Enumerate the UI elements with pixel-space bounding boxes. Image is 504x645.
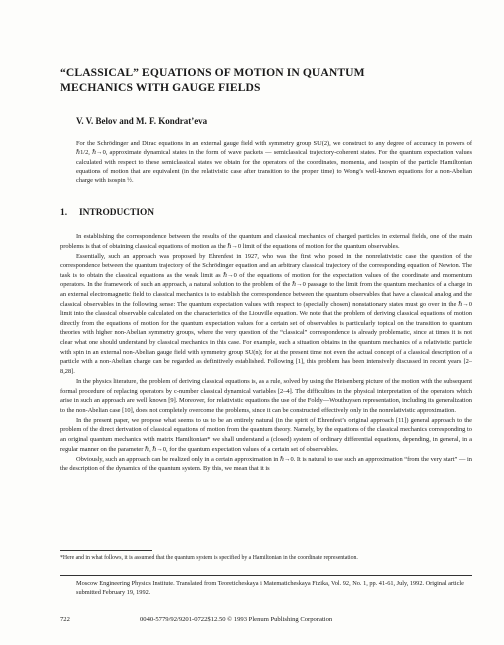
paragraph: Obviously, such an approach can be realized only in a certain approximation in ℏ→0. It is natural to use such an approximation “from the very start” — in the description of the dynamics of the quantum system. By this, we mean that it is [60,455,472,473]
section-number: 1. [60,208,68,218]
authors: V. V. Belov and M. F. Kondrat’eva [76,116,208,126]
copyright-line: 0040-5779/92/9201-0722$12.50 © 1993 Plenum Publishing Corporation [140,616,333,623]
paper-title [60,66,460,95]
paragraph: In the physics literature, the problem of deriving classical equations is, as a rule, solved by using the Heisenberg picture of the motion with the subsequent formal procedure of replacing operators by c-number classical dynamical variables [2–4]. The difficulties in the physical interpretation of the operators which arise in such an approach are well known [9]. Moreover, for relativistic equations the use of the Foldy—Wouthuysen representation, including its generalization to the non-Abelian case [10], does not completely overcome the problems, since it can be constructed effectively only in the nonrelativistic approximation. [60,377,472,414]
paragraph: In the present paper, we propose what seems to us to be an entirely natural (in the spirit of Ehrenfest’s original approach [11]) general approach to the problem of the direct derivation of classical equations of motion from the quantum theory. Namely, by the equations of the classical mechanics corresponding to an original quantum mechanics with matrix Hamiltonian* we shall understand a (closed) system of ordinary differential equations, depending, in general, in a regular manner on the parameter ℏ, ℏ→0, for the quantum expectation values of a certain set of observables. [60,416,472,453]
footnote-rule [60,550,152,551]
footnote: *Here and in what follows, it is assumed that the quantum system is specified by a Hamiltonian in the coordinate representation. [60,555,358,561]
section-heading [60,208,154,218]
paragraph: Essentially, such an approach was proposed by Ehrenfest in 1927, who was the first who posed in the nonrelativistic case the question of the correspondence between the quantum trajectory of the Schrödinger equation and an arbitrary classical trajectory of the corresponding equation of Newton. The task is to obtain the classical equations as the weak limit as ℏ→0 of the equations of motion for the expectation values of the coordinate and momentum operators. In the framework of such an approach, a natural solution to the problem of the ℏ→0 passage to the limit from the quantum mechanics of a charge in an external electromagnetic field to classical mechanics is to establish the correspondence between the quantum observables that have a classical analog and the classical observables in the following sense: The quantum expectation values with respect to (specially chosen) nonstationary states must go over in the ℏ→0 limit into the classical observable calculated on the characteristics of the Liouville equation. We note that the problem of deriving classical equations of motion directly from the equations of motion for the quantum expectation values for a certain set of observables is particularly topical on the transition to quantum theories with higher non-Abelian symmetry groups, where the very question of the “classical” correspondence is already problematic, since at times it is not clear what one should understand by classical mechanics in this case. For example, such a situation obtains in the quantum mechanics of a relativistic particle with spin in an external non-Abelian gauge field with symmetry group SU(n); for at the present time not even the actual concept of a classical description of a particle with a non-Abelian charge can be regarded as definitively established. Following [1], this problem has been intensively discussed in recent years [2–8,28]. [60,252,472,375]
abstract: For the Schrödinger and Dirac equations in an external gauge field with symmetry group SU(2), we construct to any degree of accuracy in powers of ℏ1/2, ℏ→0, approximate dynamical states in the form of wave packets — semiclassical trajectory-coherent states. For the quantum expectation values calculated with respect to these semiclassical states we obtain for the operators of the coordinates, momenta, and isospin of the particle Hamiltonian equations of motion that are equivalent (in the relativistic case after transition to the proper time) to Wong’s well-known equations for a non-Abelian charge with isospin ½. [76,140,472,185]
page-number: 722 [60,616,70,623]
body-text [60,232,472,474]
section-title: INTRODUCTION [79,208,155,218]
title-line-1: “CLASSICAL” EQUATIONS OF MOTION IN QUANTUM [60,66,365,79]
paragraph: In establishing the correspondence between the results of the quantum and classical mechanics of charged particles in external fields, one of the main problems is that of obtaining classical equations of motion as the ℏ→0 limit of the equations of motion for the quantum observables. [60,233,472,250]
affiliation: Moscow Engineering Physics Institute. Translated from Teoreticheskaya i Matematicheskaya Fizika, Vol. 92, No. 1, pp. 41-61, July, 1992. Original article submitted February 19, 1992. [76,580,464,597]
title-line-2: MECHANICS WITH GAUGE FIELDS [60,80,261,94]
affiliation-rule [60,575,472,576]
